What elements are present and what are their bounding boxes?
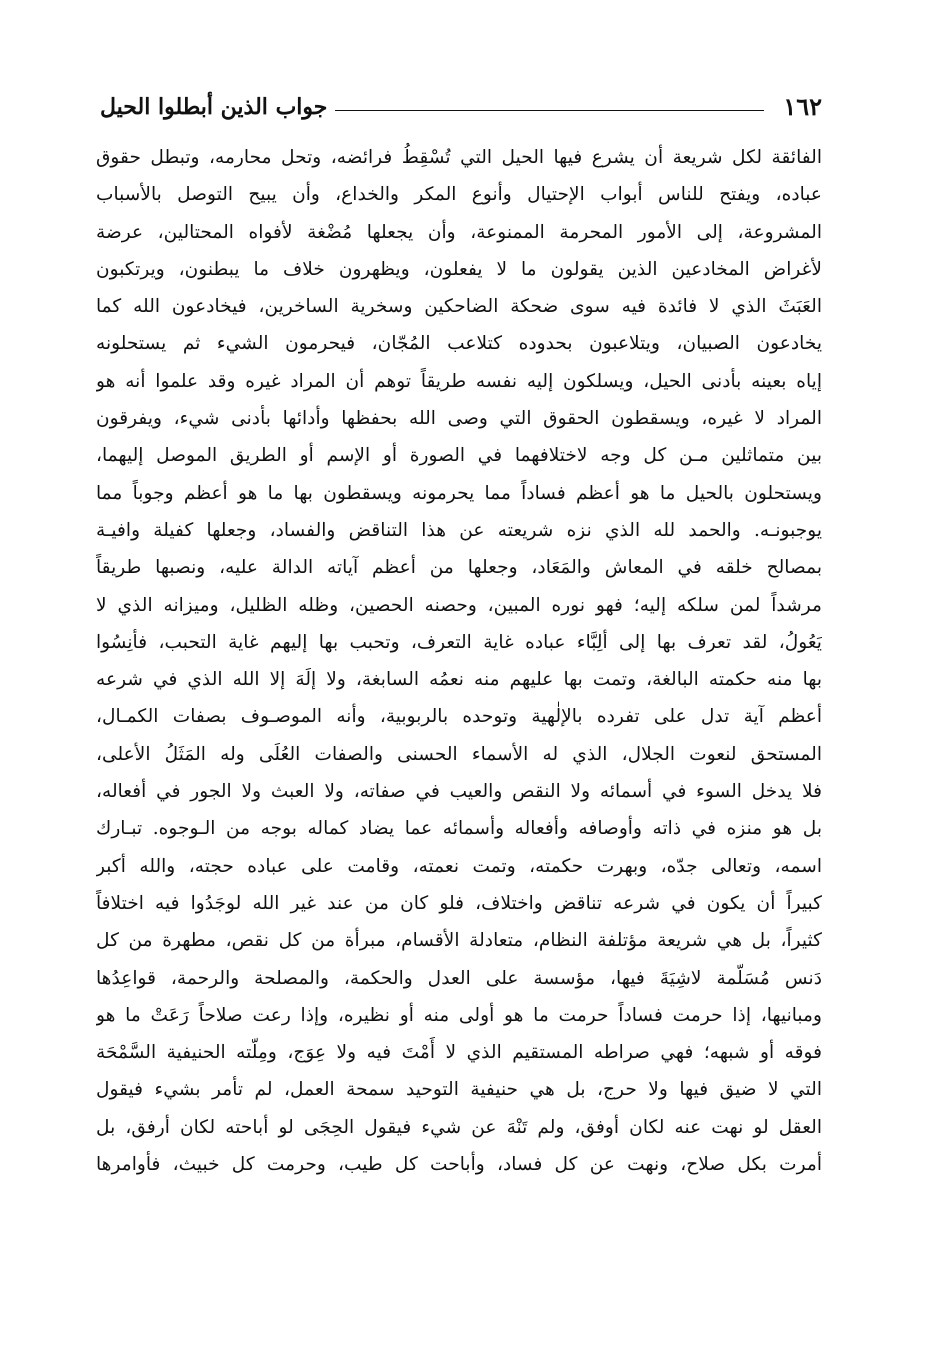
text-line: مرشداً لمن سلكه إليه؛ فهو نوره المبين، وحصنه الحصين، وظله الظليل، وميزانه الذي لا — [96, 594, 822, 616]
text-line: المراد لا غيره، ويسقطون الحقوق التي وصى الله بحفظها وأدائها بأدنى شيء، ويفرقون — [96, 408, 822, 430]
text-line: ومبانيها، إذا حرمت فساداً حرمت ما هو أولى منه أو نظيره، وإذا رعت صلاحاً رَعَتْ ما هو — [96, 1004, 822, 1026]
text-line: دَنس مُسَلّمة لاشِيَةَ فيها، مؤسسة على العدل والحكمة، والمصلحة والرحمة، قواعِدُها — [96, 967, 822, 989]
header-divider — [335, 110, 764, 111]
text-line: المستحق لنعوت الجلال، الذي له الأسماء الحسنى والصفات العُلَى وله المَثَلُ الأعلى، — [96, 743, 822, 765]
running-title: جواب الذين أبطلوا الحيل — [100, 94, 328, 120]
text-line: أعظم آية تدل على تفرده بالإلٰهية وتوحده بالربوبية، وأنه الموصـوف بصفات الكمـال، — [96, 706, 822, 728]
text-line: بين متماثلين مـن كل وجه لاختلافهما في الصورة أو الإسم أو الطريق الموصل إليهما، — [96, 445, 822, 467]
text-line: لأغراض المخادعين الذين يقولون ما لا يفعلون، ويظهرون خلاف ما يبطنون، ويرتكبون — [96, 258, 822, 280]
text-line: بمصالح خلقه في المعاش والمَعَاد، وجعلها من أعظم آياته الدالة عليه، ونصبها طريقاً — [96, 557, 822, 579]
text-line: يخادعون الصبيان، ويتلاعبون بحدوده كتلاعب المُجّان، فيحرمون الشيء ثم يستحلونه — [96, 333, 822, 355]
text-line: بل هو منزه في ذاته وأوصافه وأفعاله وأسمائه عما يضاد كماله بوجه من الـوجوه. تبـارك — [96, 818, 822, 840]
body-text — [96, 139, 822, 1183]
page-number: ١٦٢ — [783, 92, 822, 121]
text-line: يَعُولُ، لقد تعرف بها إلى ألِبَّاء عباده غاية التعرف، وتحبب بها إليهم غاية التحبب، فأنِسُوا — [96, 631, 822, 653]
text-line: العَبَثَ الذي لا فائدة فيه سوى ضحكة الضاحكين وسخرية الساخرين، فيخادعون الله كما — [96, 296, 822, 318]
text-line: عباده، ويفتح للناس أبواب الإحتيال وأنوع المكر والخداع، وأن يبيح التوصل بالأسباب — [96, 184, 822, 206]
text-line: بها منه حكمته البالغة، وتمت بها عليهم منه نعمُه السابغة، ولا إلَهَ إلا الله الذي في شرعه — [96, 669, 822, 691]
text-line: كبيراً أن يكون في شرعه تناقض واختلاف، فلو كان من عند غير الله لوجَدُوا فيه اختلافاً — [96, 892, 822, 914]
text-line: فوقه أو شبهه؛ فهي صراطه المستقيم الذي لا أَمْتَ فيه ولا عِوَج، ومِلّته الحنيفية السَّمْحَة — [96, 1042, 822, 1064]
text-line: التي لا ضيق فيها ولا حرج، بل هي حنيفية التوحيد سمحة العمل، لم تأمر بشيء فيقول — [96, 1079, 822, 1101]
text-line: أمرت بكل صلاح، ونهت عن كل فساد، وأباحت كل طيب، وحرمت كل خبيث، فأوامرها — [96, 1154, 822, 1176]
text-line: ويستحلون بالحيل ما هو أعظم فساداً مما يحرمونه ويسقطون بها ما هو أعظم وجوباً مما — [96, 482, 822, 504]
text-line: يوجبونـه. والحمد لله الذي نزه شريعته عن هذا التناقض والفساد، وجعلها كفيلة وافيـة — [96, 519, 822, 541]
text-line: الفائقة لكل شريعة أن يشرع فيها الحيل التي تُسْقِطُ فرائضه، وتحل محارمه، وتبطل حقوق — [96, 147, 822, 168]
text-line: كثيراً، بل هي شريعة مؤتلفة النظام، متعادلة الأقسام، مبرأة من كل نقص، مطهرة من كل — [96, 930, 822, 952]
text-line: المشروعة، إلى الأمور المحرمة الممنوعة، وأن يجعلها مُضْغة لأفواه المحتالين، عرضة — [96, 221, 822, 243]
text-line: اسمه، وتعالى جدّه، وبهرت حكمته، وتمت نعمته، وقامت على عباده حجته، والله أكبر — [96, 855, 822, 877]
page-header — [100, 92, 822, 126]
text-line: إياه بعينه بأدنى الحيل، ويسلكون إليه نفسه طريقاً توهم أن المراد غيره وقد علموا أنه هو — [96, 370, 822, 392]
text-line: العقل لو نهت عنه لكان أوفق، ولم تَنْهَ عن شيء فيقول الحِجَى لو أباحته لكان أرفق، بل — [96, 1116, 822, 1138]
text-line: فلا يدخل السوء في أسمائه ولا النقص والعيب في صفاته، ولا العبث ولا الجور في أفعاله، — [96, 781, 822, 803]
